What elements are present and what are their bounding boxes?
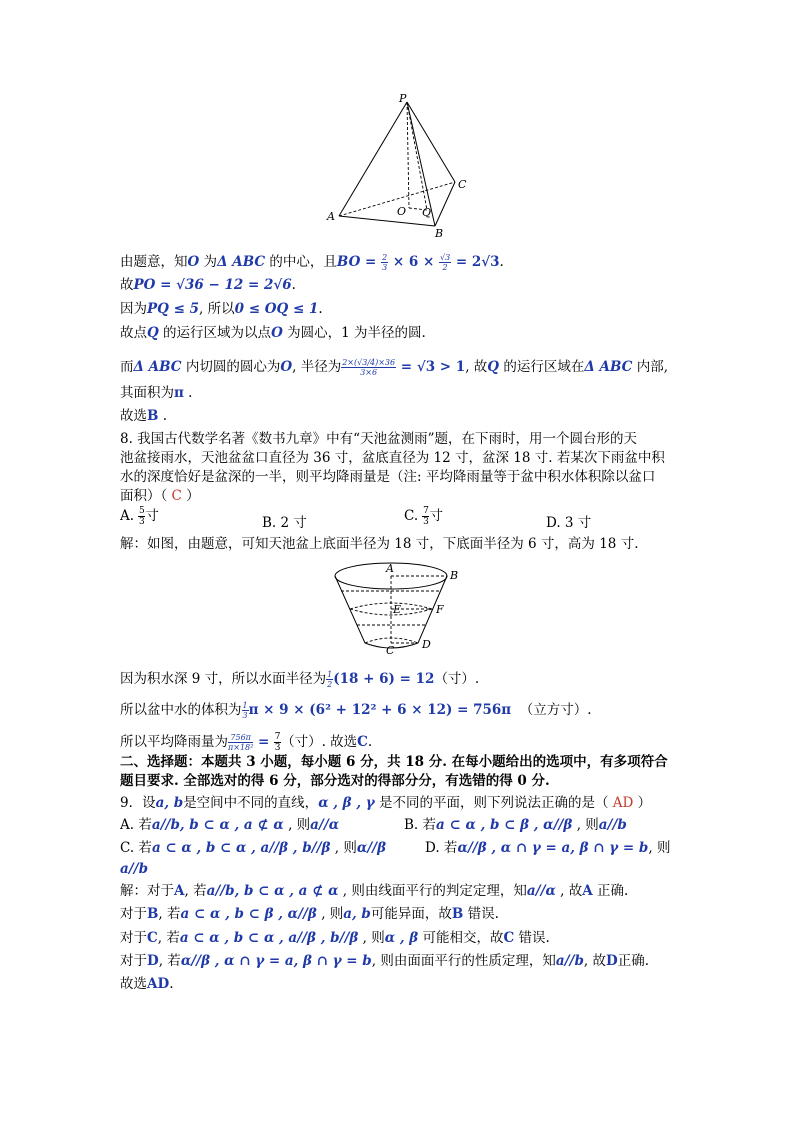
section2-line1: 二、选择题：本题共 3 小题，每小题 6 分，共 18 分. 在每小题给出的选项中，有多项符合	[120, 754, 668, 770]
q8-answer: C	[171, 488, 182, 504]
label-q: Q	[422, 206, 432, 219]
sol7-line5: 而Δ ABC 内切圆的圆心为O, 半径为 $\frac{2\times(√3/4)\times 36}{3\times 6}$ = √3 > 1, 故Q 的运行区域在Δ ABC 内部,	[120, 358, 669, 377]
q8-line1: 8. 我国古代数学名著《数书九章》中有“天池盆测雨”题，在下雨时，用一个圆台形的天	[120, 431, 637, 447]
sol7-line1: 由题意，知O 为Δ ABC 的中心，且BO = $\frac{2}{3}$ × 6 × $\frac{√3}{2}$ = 2√3.	[120, 253, 504, 272]
sol7-line7: 故选B .	[120, 408, 168, 424]
sol8-line3: 所以平均降雨量为 $\frac{756\pi}{\text{π×18²}}$ = $\frac{7}{3}$ （寸）. 故选C.	[120, 732, 373, 753]
sol8-line1: 因为积水深 9 寸，所以水面半径为 $\frac{1}{2}$ (18 + 6) = 12（寸）.	[120, 670, 480, 689]
sol7-line6: 其面积为π .	[120, 385, 193, 401]
q8-line2: 池盆接雨水，天池盆盆口直径为 36 寸，盆底直径为 12 寸，盆深 18 寸. 若某次下雨盆中积	[120, 450, 665, 466]
label-p: P	[399, 92, 407, 105]
label-o: O	[397, 205, 407, 218]
label-b2: B	[450, 569, 459, 582]
q8-line4: 面积）（ C ）	[120, 488, 200, 504]
q8-option-b: B. 2 寸	[262, 515, 307, 531]
q9-solution-b: 对于B, 若a ⊂ α , b ⊂ β , α//β , 则a, b可能异面，故B 错误.	[120, 906, 499, 922]
q9-stem: 9．设a, b是空间中不同的直线，α , β , γ 是不同的平面，则下列说法正确的是（ AD ）	[120, 795, 652, 811]
q8-option-d: D. 3 寸	[546, 515, 592, 531]
sol8-line2: 所以盆中水的体积为 $\frac{1}{3}$ π × 9 × (6² + 12² + 6 × 12) = 756π （立方寸）.	[120, 701, 592, 720]
q9-option-c: C. 若a ⊂ α , b ⊂ α , a//β , b//β , 则α//β	[120, 840, 387, 856]
q9-solution-a: 解：对于A, 若a//b, b ⊂ α , a ⊄ α , 则由线面平行的判定定理，知a//α , 故A 正确.	[120, 883, 629, 899]
basin-figure	[325, 557, 475, 657]
sol7-line2: 故PO = √36 − 12 = 2√6.	[120, 277, 296, 293]
q8-solution-line1: 解：如图，由题意，可知天池盆上底面半径为 18 寸，下底面半径为 6 寸，高为 18 寸.	[120, 536, 639, 552]
q9-answer: AD	[612, 795, 634, 811]
label-c: C	[458, 178, 467, 191]
label-a2: A	[386, 562, 394, 575]
q9-final-answer: 故选AD.	[120, 976, 174, 992]
pyramid-figure	[325, 92, 475, 242]
q8-line3: 水的深度恰好是盆深的一半，则平均降雨量是（注: 平均降雨量等于盆中积水体积除以盆口	[120, 469, 656, 485]
q9-option-b: B. 若a ⊂ α , b ⊂ β , α//β , 则a//b	[404, 817, 627, 833]
section2-line2: 题目要求. 全部选对的得 6 分，部分选对的得部分分，有选错的得 0 分.	[120, 773, 550, 789]
q8-option-a: A. $\frac{5}{3}$ 寸	[120, 506, 159, 527]
label-f: F	[436, 603, 444, 616]
q9-option-a: A. 若a//b, b ⊂ α , a ⊄ α , 则a//α	[120, 817, 340, 833]
sol7-line4: 故点Q 的运行区域为以点O 为圆心，1 为半径的圆.	[120, 325, 426, 341]
q9-option-d: D. 若α//β , α ∩ γ = a, β ∩ γ = b, 则	[425, 840, 671, 856]
q9-solution-c: 对于C, 若a ⊂ α , b ⊂ α , a//β , b//β , 则α , β 可能相交，故C 错误.	[120, 930, 550, 946]
label-a: A	[327, 210, 335, 223]
q9-option-d-cont: a//b	[120, 861, 149, 877]
sol7-line3: 因为PQ ≤ 5, 所以0 ≤ OQ ≤ 1.	[120, 301, 323, 317]
label-e: E	[393, 603, 402, 616]
q9-solution-d: 对于D, 若α//β , α ∩ γ = a, β ∩ γ = b, 则由面面平行的性质定理，知a//b, 故D正确.	[120, 953, 650, 969]
label-b: B	[435, 227, 444, 240]
label-c2: C	[386, 644, 395, 657]
label-d: D	[422, 638, 431, 651]
q8-option-c: C. $\frac{7}{3}$ 寸	[404, 506, 443, 527]
